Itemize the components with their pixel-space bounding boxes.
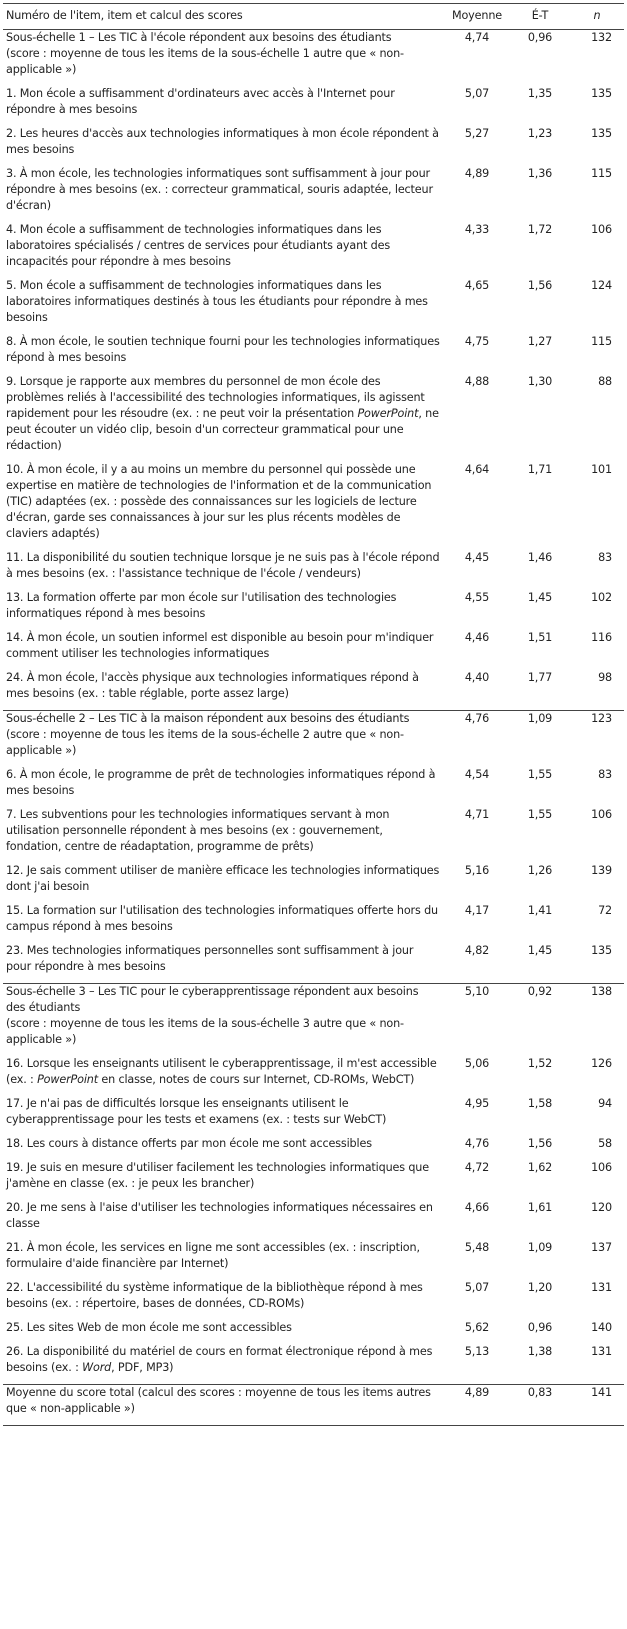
n-value: 131 [591,1345,612,1358]
item-text-segment: Moyenne du score total (calcul des scores : moyenne de tous les items autres que « non-applicable ») [6,1386,431,1415]
n-value: 135 [591,87,612,100]
table-row [3,1136,624,1160]
mean-value: 4,88 [464,375,490,388]
n-value: 124 [591,279,612,292]
item-text-segment: 13. La formation offerte par mon école sur l'utilisation des technologies informatiques répond à mes besoins [6,591,397,620]
mean-value: 4,89 [464,167,490,180]
sd-value: 1,09 [527,1241,553,1254]
item-text-segment: 4. Mon école a suffisamment de technologies informatiques dans les laboratoires spécialisés / centres de services pour étudiants ayant des incapacités pour répondre à mes besoins [6,223,391,268]
sd-value: 1,26 [527,864,553,877]
mean-value: 4,95 [464,1097,490,1110]
sd-value: 0,92 [510,984,570,1057]
mean-value: 5,07 [464,87,490,100]
n-value: 83 [598,768,612,781]
item-text [3,334,444,374]
header-item: Numéro de l'item, item et calcul des scores [6,9,243,22]
sd-value: 1,71 [527,463,553,476]
n-value: 102 [591,591,612,604]
mean-value: 4,89 [444,1385,510,1426]
header-sd: É-T [531,9,549,22]
item-text [3,1385,444,1426]
sd-value: 1,45 [527,944,553,957]
item-text [3,462,444,550]
table-row [3,278,624,334]
sd-value: 1,30 [527,375,553,388]
item-text-segment: Sous-échelle 3 – Les TIC pour le cyberapprentissage répondent aux besoins des étudiants [6,985,419,1014]
item-text [3,1344,444,1385]
sd-value: 1,55 [527,808,553,821]
table-row [3,630,624,670]
mean-value: 5,13 [464,1345,490,1358]
n-value: 115 [591,167,612,180]
sd-value: 0,96 [510,30,570,87]
table-row [3,807,624,863]
sd-value: 1,72 [527,223,553,236]
mean-value: 4,72 [464,1161,490,1174]
item-text-segment: , PDF, MP3) [111,1361,174,1374]
item-text [3,222,444,278]
table-row [3,462,624,550]
item-text-segment: Sous-échelle 1 – Les TIC à l'école répondent aux besoins des étudiants [6,31,392,44]
item-text-segment: 9. Lorsque je rapporte aux membres du personnel de mon école des problèmes reliés à l'accessibilité des technologies informatiques, ils agissent rapidement pour les résoudre (ex. : ne peut voir la présentation [6,375,425,420]
mean-value: 4,74 [444,30,510,87]
item-text-segment: 2. Les heures d'accès aux technologies informatiques à mon école répondent à mes besoins [6,127,439,156]
table-row [3,550,624,590]
sd-value: 1,56 [527,1137,553,1150]
table-row [3,903,624,943]
sd-value: 1,23 [527,127,553,140]
table-header-row [3,4,624,30]
sd-value: 1,36 [527,167,553,180]
n-value: 126 [591,1057,612,1070]
n-value: 138 [570,984,624,1057]
item-text [3,590,444,630]
table-row [3,1320,624,1344]
n-value: 123 [570,711,624,768]
item-text [3,278,444,334]
item-text [3,670,444,711]
item-text [3,86,444,126]
mean-value: 4,76 [464,1137,490,1150]
table-row [3,863,624,903]
item-text-segment: en classe, notes de cours sur Internet, CD-ROMs, WebCT) [97,1073,415,1086]
n-value: 139 [591,864,612,877]
mean-value: 5,48 [464,1241,490,1254]
n-value: 135 [591,127,612,140]
item-text [3,1200,444,1240]
table-row [3,1280,624,1320]
mean-value: 4,71 [464,808,490,821]
sd-value: 1,41 [527,904,553,917]
item-text [3,767,444,807]
item-text-italic: PowerPoint [357,407,419,420]
sd-value: 1,61 [527,1201,553,1214]
mean-value: 4,33 [464,223,490,236]
item-text-segment: Sous-échelle 2 – Les TIC à la maison répondent aux besoins des étudiants [6,712,410,725]
n-value: 106 [591,223,612,236]
table-row [3,670,624,711]
item-text [3,943,444,984]
n-value: 116 [591,631,612,644]
sd-value: 1,20 [527,1281,553,1294]
item-text [3,1160,444,1200]
n-value: 101 [591,463,612,476]
subscale-row [3,30,624,87]
n-value: 135 [591,944,612,957]
sd-value: 0,96 [527,1321,553,1334]
sd-value: 1,35 [527,87,553,100]
mean-value: 4,82 [464,944,490,957]
sd-value: 1,38 [527,1345,553,1358]
total-score-row [3,1385,624,1426]
table-row [3,334,624,374]
mean-value: 4,75 [464,335,490,348]
item-text [3,984,444,1057]
scores-table [3,3,624,1426]
mean-value: 4,55 [464,591,490,604]
item-text [3,550,444,590]
sd-value: 1,56 [527,279,553,292]
item-text-segment: 5. Mon école a suffisamment de technologies informatiques dans les laboratoires informatiques destinés à tous les étudiants pour répondre à mes besoins [6,279,428,324]
item-text-segment: 26. La disponibilité du matériel de cours en format électronique répond à mes besoins (ex. : [6,1345,433,1374]
item-text-segment: 25. Les sites Web de mon école me sont accessibles [6,1321,292,1334]
table-row [3,222,624,278]
mean-value: 4,40 [464,671,490,684]
sd-value: 1,55 [527,768,553,781]
item-text [3,807,444,863]
sd-value: 1,58 [527,1097,553,1110]
item-text-segment: 3. À mon école, les technologies informatiques sont suffisamment à jour pour répondre à mes besoins (ex. : correcteur grammatical, souris adaptée, lecteur d'écran) [6,167,433,212]
item-text [3,1280,444,1320]
n-value: 88 [598,375,612,388]
mean-value: 4,46 [464,631,490,644]
item-text [3,630,444,670]
item-text-segment: 1. Mon école a suffisamment d'ordinateurs avec accès à l'Internet pour répondre à mes besoins [6,87,395,116]
item-text-segment: 18. Les cours à distance offerts par mon école me sont accessibles [6,1137,372,1150]
item-text [3,1320,444,1344]
item-text-segment: 6. À mon école, le programme de prêt de technologies informatiques répond à mes besoins [6,768,436,797]
item-text-segment: 15. La formation sur l'utilisation des technologies informatiques offerte hors du campus répond à mes besoins [6,904,438,933]
table-row [3,86,624,126]
item-text-segment: (score : moyenne de tous les items de la sous-échelle 2 autre que « non-applicable ») [6,728,404,757]
item-text-segment: 20. Je me sens à l'aise d'utiliser les technologies informatiques nécessaires en classe [6,1201,433,1230]
table-row [3,374,624,462]
item-text-segment: 16. Lorsque les enseignants utilisent le cyberapprentissage, il m'est accessible (ex. : [6,1057,437,1086]
mean-value: 4,17 [464,904,490,917]
n-value: 120 [591,1201,612,1214]
item-text-segment: 8. À mon école, le soutien technique fourni pour les technologies informatiques répond à mes besoins [6,335,440,364]
mean-value: 5,27 [464,127,490,140]
item-text [3,30,444,87]
table-row [3,1056,624,1096]
item-text-segment: 22. L'accessibilité du système informatique de la bibliothèque répond à mes besoins (ex. : répertoire, bases de données, CD-ROMs) [6,1281,423,1310]
mean-value: 5,62 [464,1321,490,1334]
sd-value: 1,51 [527,631,553,644]
mean-value: 5,16 [464,864,490,877]
item-text [3,374,444,462]
item-text-segment: 24. À mon école, l'accès physique aux technologies informatiques répond à mes besoins (ex. : table réglable, porte assez large) [6,671,419,700]
item-text [3,166,444,222]
item-text-segment: 7. Les subventions pour les technologies informatiques servant à mon utilisation personnelle répondent à mes besoins (ex : gouvernement, fondation, centre de réadaptation, programme de prêts) [6,808,390,853]
item-text-segment: (score : moyenne de tous les items de la sous-échelle 3 autre que « non-applicable ») [6,1017,404,1046]
table-body [3,30,624,1426]
table-row [3,166,624,222]
table-row [3,590,624,630]
item-text-segment: 14. À mon école, un soutien informel est disponible au besoin pour m'indiquer comment utiliser les technologies informatiques [6,631,434,660]
table-row [3,126,624,166]
n-value: 98 [598,671,612,684]
n-value: 106 [591,1161,612,1174]
item-text [3,1240,444,1280]
item-text-segment: 11. La disponibilité du soutien technique lorsque je ne suis pas à l'école répond à mes besoins (ex. : l'assistance technique de l'école / vendeurs) [6,551,440,580]
n-value: 140 [591,1321,612,1334]
sd-value: 1,52 [527,1057,553,1070]
item-text [3,1136,444,1160]
n-value: 58 [598,1137,612,1150]
item-text-italic: PowerPoint [37,1073,98,1086]
item-text-italic: Word [82,1361,112,1374]
mean-value: 5,06 [464,1057,490,1070]
item-text-segment: 17. Je n'ai pas de difficultés lorsque les enseignants utilisent le cyberapprentissage pour les tests et examens (ex. : tests sur WebCT) [6,1097,387,1126]
sd-value: 1,62 [527,1161,553,1174]
item-text [3,863,444,903]
table-row [3,1160,624,1200]
item-text [3,1096,444,1136]
item-text [3,711,444,768]
mean-value: 4,76 [444,711,510,768]
n-value: 137 [591,1241,612,1254]
sd-value: 1,27 [527,335,553,348]
sd-value: 1,46 [527,551,553,564]
n-value: 72 [598,904,612,917]
subscale-row [3,711,624,768]
n-value: 141 [570,1385,624,1426]
n-value: 115 [591,335,612,348]
item-text-segment: (score : moyenne de tous les items de la sous-échelle 1 autre que « non-applicable ») [6,47,404,76]
table-row [3,1240,624,1280]
item-text [3,126,444,166]
mean-value: 4,45 [464,551,490,564]
item-text-segment: 23. Mes technologies informatiques personnelles sont suffisamment à jour pour répondre à mes besoins [6,944,414,973]
n-value: 106 [591,808,612,821]
table-row [3,943,624,984]
item-text-segment: , ne peut écouter un vidéo clip, besoin d'un correcteur grammatical pour une rédaction) [6,407,439,452]
sd-value: 1,45 [527,591,553,604]
sd-value: 0,83 [510,1385,570,1426]
n-value: 94 [598,1097,612,1110]
mean-value: 4,65 [464,279,490,292]
mean-value: 4,64 [464,463,490,476]
mean-value: 5,10 [444,984,510,1057]
header-mean: Moyenne [451,9,502,22]
n-value: 83 [598,551,612,564]
subscale-row [3,984,624,1057]
header-n: n [593,9,601,22]
n-value: 131 [591,1281,612,1294]
item-text [3,903,444,943]
table-row [3,767,624,807]
mean-value: 4,54 [464,768,490,781]
item-text-segment: 21. À mon école, les services en ligne me sont accessibles (ex. : inscription, formulaire d'aide financière par Internet) [6,1241,420,1270]
table-row [3,1200,624,1240]
item-text [3,1056,444,1096]
sd-value: 1,09 [510,711,570,768]
mean-value: 4,66 [464,1201,490,1214]
table-row [3,1096,624,1136]
item-text-segment: 10. À mon école, il y a au moins un membre du personnel qui possède une expertise en matière de technologies de l'information et de la communication (TIC) adaptées (ex. : possède des connaissances sur les logiciels de lecture d'écran, garde ses connaissances à jour sur les plus récents modèles de claviers adaptés) [6,463,432,540]
sd-value: 1,77 [527,671,553,684]
mean-value: 5,07 [464,1281,490,1294]
table-row [3,1344,624,1385]
item-text-segment: 12. Je sais comment utiliser de manière efficace les technologies informatiques dont j'ai besoin [6,864,440,893]
item-text-segment: 19. Je suis en mesure d'utiliser facilement les technologies informatiques que j'amène en classe (ex. : je peux les brancher) [6,1161,429,1190]
n-value: 132 [570,30,624,87]
